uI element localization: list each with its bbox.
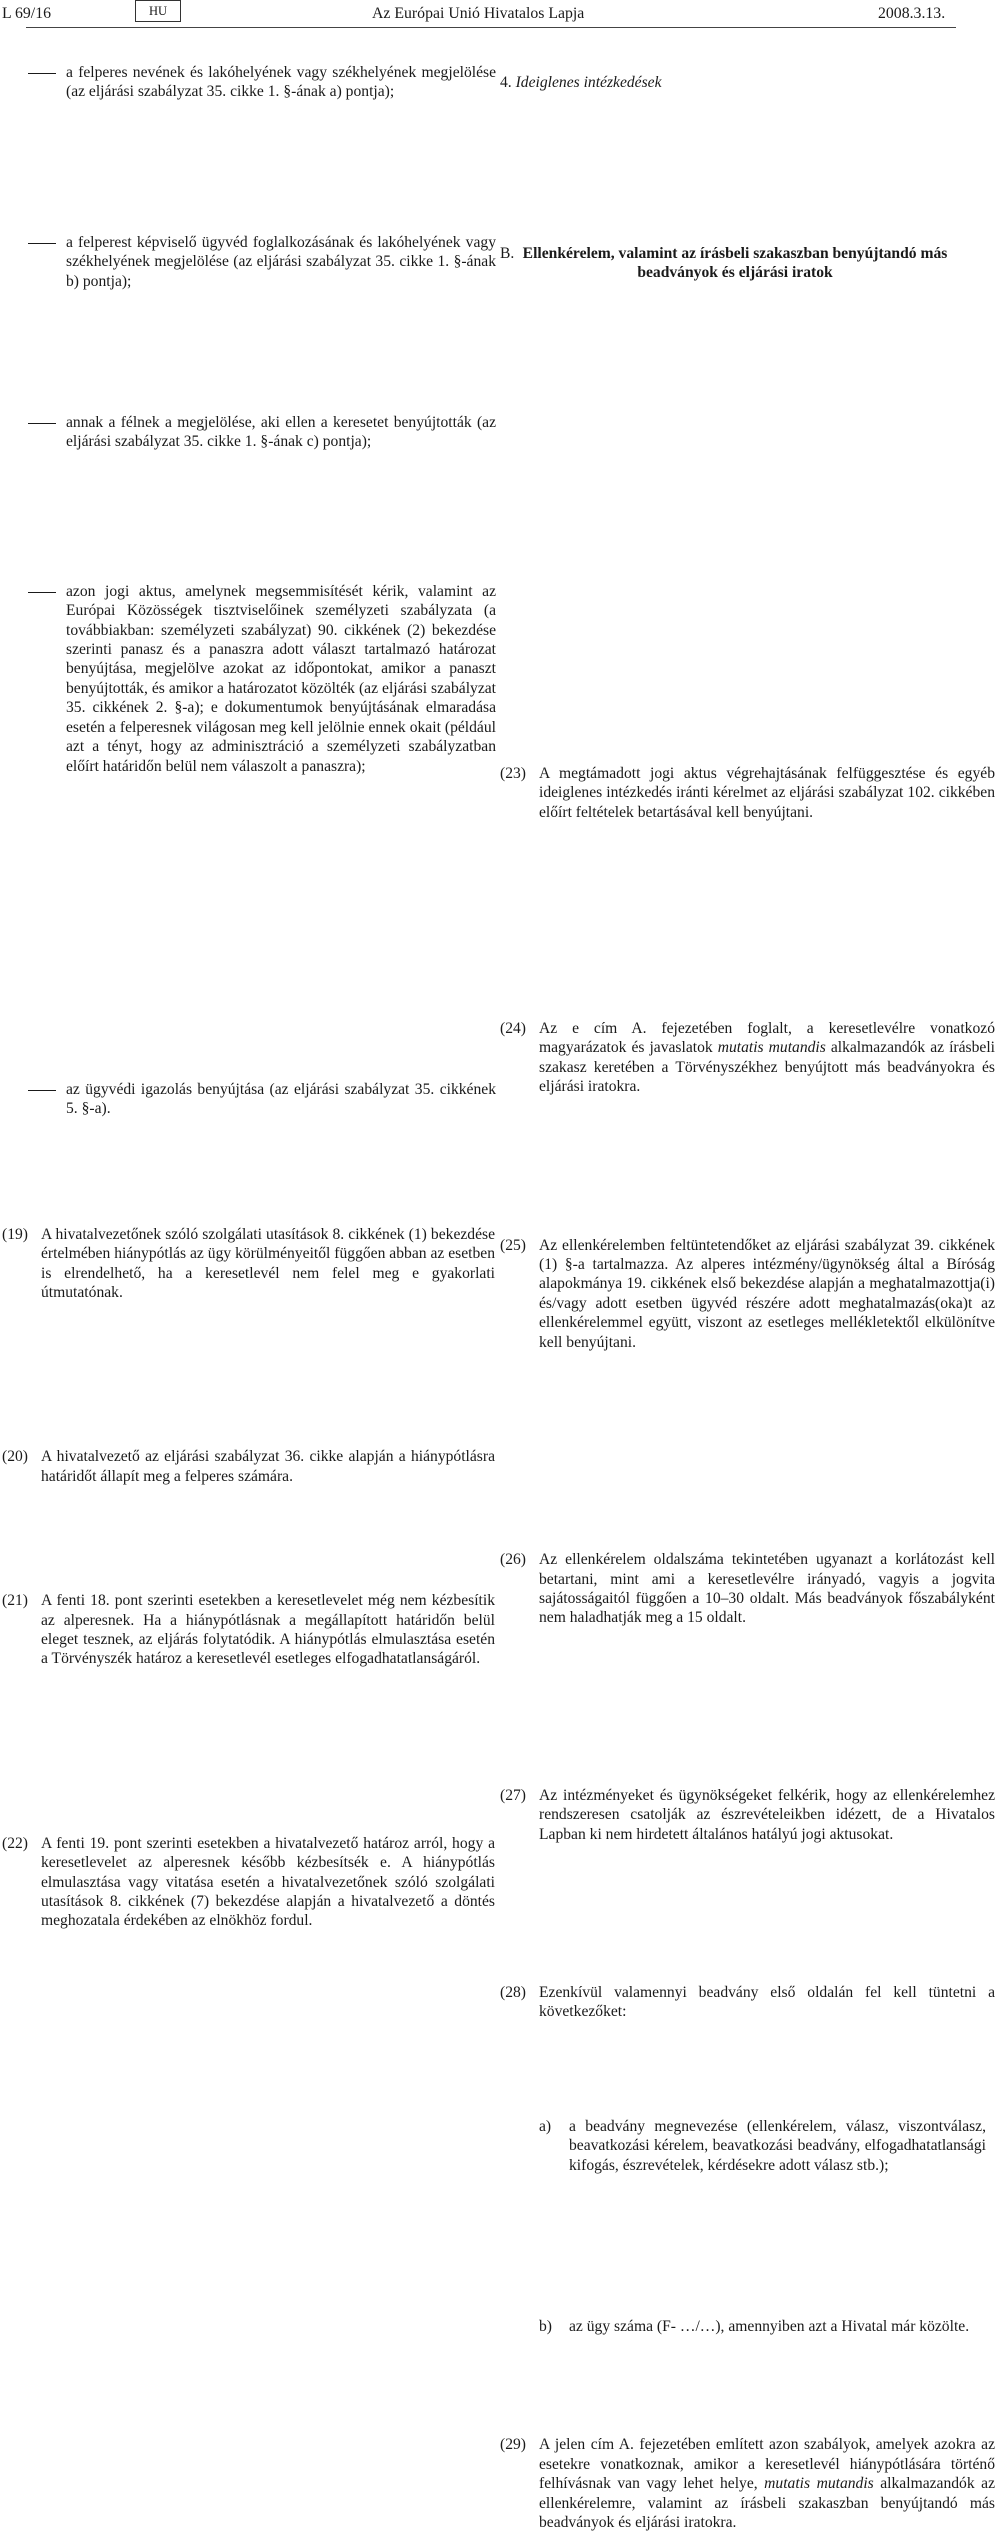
paragraph-text: A fenti 18. pont szerinti esetekben a keresetlevelet még nem kézbesítik az alperesnek. Ha a hiánypótlásnak a megállapított határidőn belül eleget tesznek, az eljárás folytatódik. A hiánypótlás elmulasztása esetén a Törvényszék határoz a keresetlevél esetleges elfogadhatatlanságáról. <box>41 1592 495 1668</box>
paragraph-text: Az intézményeket és ügynökségeket felkérik, hogy az ellenkérelemhez rendszeresen csatolják az észrevételeikben idézett, de a Hivatalos Lapban ki nem hirdetett általános hatályú jogi aktusokat. <box>539 1786 995 1843</box>
section-heading-b <box>500 244 956 283</box>
section-heading-4 <box>500 73 956 92</box>
paragraph-number: (22) <box>2 1834 28 1852</box>
paragraph-text: Ezenkívül valamennyi beadvány első oldalán fel kell tüntetni a következőket: <box>539 1983 995 2021</box>
paragraph-28-item-a <box>539 2117 986 2175</box>
paragraph-text: A jelen cím A. fejezetében említett azon szabályok, amelyek azokra az esetekre vonatkoznak, amikor a keresetlevél hiánypótlására történő felhívásnak van vagy lehet helye, mutatis mutandis alkalmazandók az ellenkérelemre, valamint az írásbeli szakaszban benyújtandó más beadványok és eljárási iratokra. <box>539 2436 995 2531</box>
list-item-text: a felperest képviselő ügyvéd foglalkozásának és lakóhelyének vagy székhelyének megjelölése (az eljárási szabályzat 35. cikke 1. §-ának b) pontja); <box>66 233 496 290</box>
paragraph-number: (28) <box>500 1983 526 2001</box>
paragraph-number: (29) <box>500 2436 526 2454</box>
paragraph-23 <box>500 764 995 822</box>
paragraph-28-item-b <box>539 2317 986 2336</box>
journal-title: Az Európai Unió Hivatalos Lapja <box>372 5 585 22</box>
paragraph-27 <box>500 1786 995 1844</box>
paragraph-number: (19) <box>2 1225 28 1243</box>
language-badge: HU <box>135 0 181 22</box>
paragraph-number: (26) <box>500 1551 526 1569</box>
header-rule <box>26 27 956 28</box>
list-item-text: annak a félnek a megjelölése, aki ellen a keresetet benyújtották (az eljárási szabályzat 35. cikke 1. §-ának c) pontja); <box>66 414 496 451</box>
paragraph-text: A fenti 19. pont szerinti esetekben a hivatalvezető határoz arról, hogy a keresetlevelet az alperesnek később kézbesítsék e. A hiánypótlás elmulasztása vagy vitatása esetén a hivatalvezetőnek szóló szolgálati utasítások 8. cikkének (7) bekezdése alapján a hivatalvezető a döntés meghozatala érdekében az elnökhöz fordul. <box>41 1834 495 1930</box>
paragraph-number: (23) <box>500 764 526 782</box>
paragraph-number: (21) <box>2 1592 28 1610</box>
paragraph-28 <box>500 1983 995 2022</box>
paragraph-19 <box>2 1225 495 1303</box>
item-text: a beadvány megnevezése (ellenkérelem, válasz, viszontválasz, beavatkozási kérelem, beavatkozási beadvány, elfogadhatatlansági kifogás, észrevételek, kérdésekre adott válasz stb.); <box>569 2117 986 2174</box>
section-number: 4. <box>500 74 512 91</box>
paragraph-text: Az ellenkérelem oldalszáma tekintetében ugyanazt a korlátozást kell betartani, mint ami a keresetlevélre irányadó, vagyis a jogvita sajátosságaitól függően a 10–30 oldalt. Más beadványok főszabályként nem haladhatják meg a 15 oldalt. <box>539 1551 995 1627</box>
paragraph-21 <box>2 1591 495 1669</box>
list-item-text: azon jogi aktus, amelynek megsemmisítését kérik, valamint az Európai Közösségek tisztviselőinek személyzeti szabályzata (a továbbiakban: személyzeti szabályzat) 90. cikkének (2) bekezdése szerinti panasz és a panaszra adott választ tartalmazó határozat benyújtása, megjelölve azokat az időpontokat, amikor a panaszt benyújtották, és amikor a határozatot közölték (az eljárási szabályzat 35. cikkének 2. §-a); e dokumentumok benyújtásának elmaradása esetén a felperesnek világosan meg kell jelölnie ennek okait (például azt a tényt, hogy az adminisztráció a személyzeti szabályzatban előírt határidőn belül nem válaszolt a panaszra); <box>66 582 496 775</box>
paragraph-number: (24) <box>500 1020 526 1038</box>
paragraph-number: (20) <box>2 1448 28 1466</box>
paragraph-24 <box>500 1019 995 1097</box>
paragraph-20 <box>2 1447 495 1486</box>
list-item-text: az ügyvédi igazolás benyújtása (az eljárási szabályzat 35. cikkének 5. §-a). <box>66 1080 496 1118</box>
section-title: Ideiglenes intézkedések <box>515 74 662 91</box>
list-item-lawyer <box>26 233 496 291</box>
list-item-contested-act <box>26 582 496 776</box>
section-number: B. <box>500 245 515 262</box>
paragraph-number: (25) <box>500 1236 526 1254</box>
paragraph-26 <box>500 1550 995 1628</box>
paragraph-text: A hivatalvezető az eljárási szabályzat 36. cikke alapján a hiánypótlásra határidőt állapít meg a felperes számára. <box>41 1448 495 1485</box>
section-title: Ellenkérelem, valamint az írásbeli szakaszban benyújtandó más beadványok és eljárási iratok <box>522 245 948 282</box>
paragraph-text: A megtámadott jogi aktus végrehajtásának felfüggesztése és egyéb ideiglenes intézkedés iránti kérelmet az eljárási szabályzat 102. cikkében előírt feltételek betartásával kell benyújtani. <box>539 764 995 821</box>
paragraph-number: (27) <box>500 1786 526 1804</box>
paragraph-22 <box>2 1834 495 1931</box>
paragraph-text: Az ellenkérelemben feltüntetendőket az eljárási szabályzat 39. cikkének (1) §-a tartalmazza. Az alperes intézmény/ügynökség által a Bíróság alapokmánya 19. cikkének első bekezdése alapján a meghatalmazottja(i) és/vagy adott esetben ügyvéd részére adott meghatalmazás(oka)t az ellenkérelemmel együtt, viszont az esetleges mellékletektől elkülönítve kell benyújtani. <box>539 1236 995 1351</box>
list-item-defendant <box>26 413 496 452</box>
list-item-plaintiff <box>26 63 496 102</box>
item-letter: b) <box>539 2317 552 2335</box>
list-item-lawyer-certificate <box>26 1080 496 1119</box>
paragraph-text: A hivatalvezetőnek szóló szolgálati utasítások 8. cikkének (1) bekezdése értelmében hiánypótlás az ügy körülményeitől függően abban az esetben is elrendelhető, ha a keresetlevél nem felel meg e gyakorlati útmutatónak. <box>41 1225 495 1301</box>
paragraph-text: Az e cím A. fejezetében foglalt, a keresetlevélre vonatkozó magyarázatok és javaslatok mutatis mutandis alkalmazandók az írásbeli szakasz keretében a Törvényszékhez benyújtott más beadványokra és eljárási iratokra. <box>539 1020 995 1096</box>
paragraph-29 <box>500 2435 995 2532</box>
item-letter: a) <box>539 2117 552 2135</box>
item-text: az ügy száma (F- …/…), amennyiben azt a Hivatal már közölte. <box>569 2317 970 2335</box>
paragraph-25 <box>500 1236 995 1352</box>
page-reference: L 69/16 <box>2 5 51 22</box>
publication-date: 2008.3.13. <box>878 5 946 22</box>
list-item-text: a felperes nevének és lakóhelyének vagy székhelyének megjelölése (az eljárási szabályzat 35. cikke 1. §-ának a) pontja); <box>66 64 496 101</box>
page-header <box>0 0 960 30</box>
